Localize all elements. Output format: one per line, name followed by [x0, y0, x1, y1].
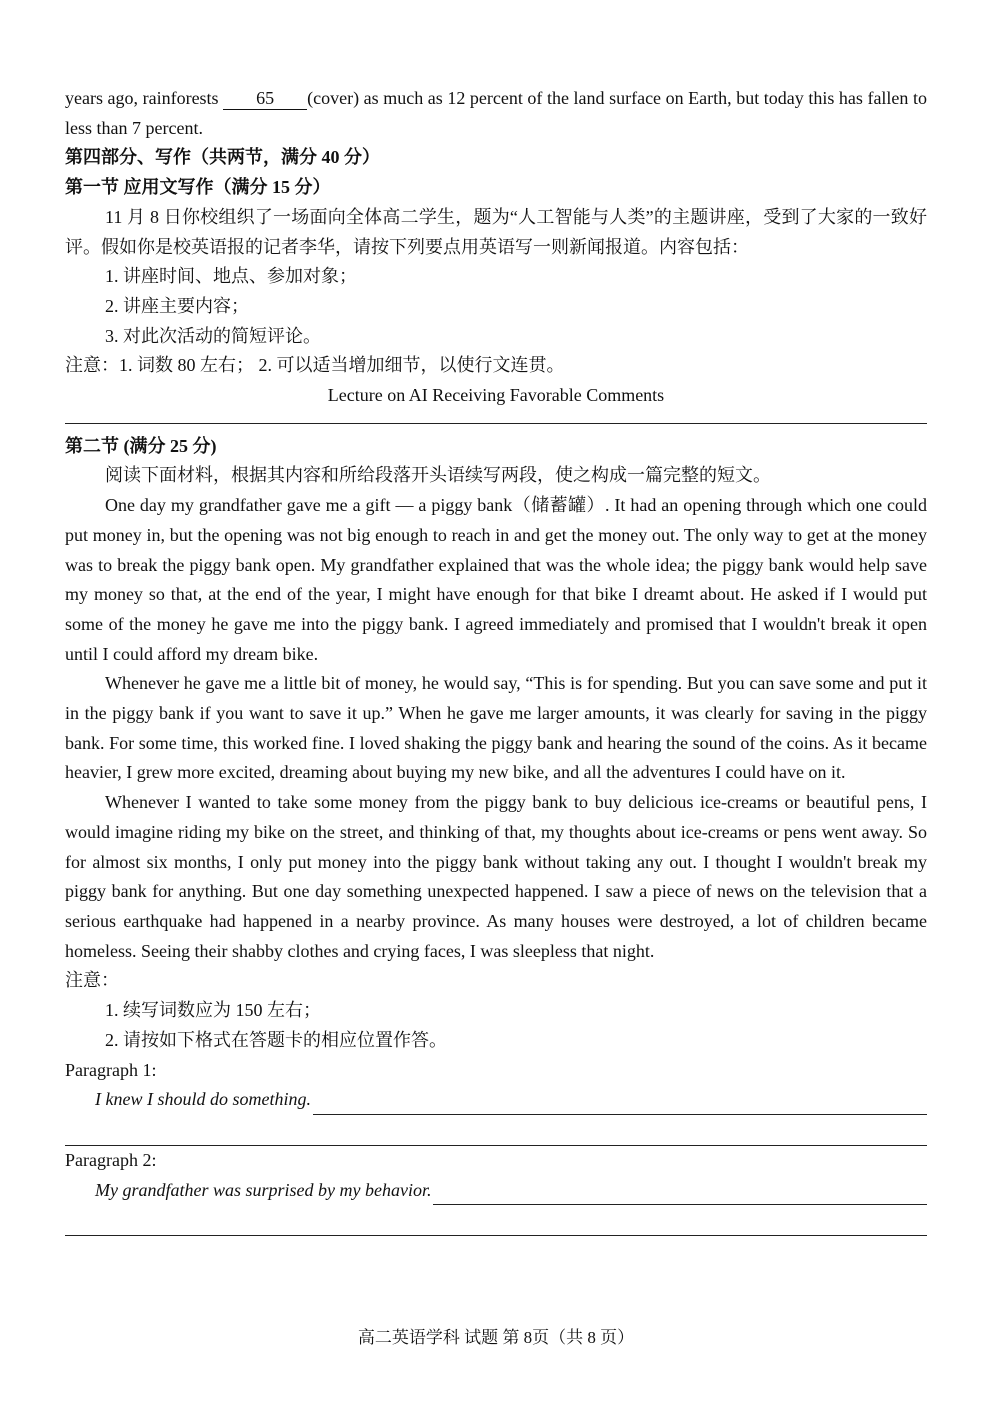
previous-passage-ending	[65, 84, 927, 143]
story-paragraph-2: Whenever he gave me a little bit of money, he would say, “This is for spending. But you can save some and put it in the piggy bank if you want to save it up.” When he gave me larger amounts, it was clearly for saving in the piggy bank. For some time, this worked fine. I loved shaking the piggy bank and hearing the sound of the coins. As it became heavier, I grew more excited, dreaming about buying my new bike, and all the adventures I could have on it.	[65, 673, 927, 783]
paragraph1-answer-line-2	[65, 1115, 927, 1146]
blank-65: 65	[223, 87, 307, 110]
paragraph1-answer-line	[313, 1092, 927, 1115]
paragraph2-label: Paragraph 2:	[65, 1149, 157, 1170]
paragraph1-starter-row	[65, 1085, 927, 1115]
exam-page	[65, 84, 927, 1236]
section1-point-3: 3. 对此次活动的简短评论。	[105, 325, 321, 346]
section1-prompt: 11 月 8 日你校组织了一场面向全体高二学生，题为“人工智能与人类”的主题讲座，受到了大家的一致好评。假如你是校英语报的记者李华，请按下列要点用英语写一则新闻报道。内容包括：	[65, 206, 927, 257]
paragraph1-label: Paragraph 1:	[65, 1059, 157, 1080]
paragraph2-answer-line	[433, 1182, 927, 1205]
section2-instruction: 阅读下面材料，根据其内容和所给段落开头语续写两段，使之构成一篇完整的短文。	[105, 465, 771, 486]
section1-point-2: 2. 讲座主要内容；	[105, 295, 249, 316]
story-paragraph-3: Whenever I wanted to take some money from the piggy bank to buy delicious ice-creams or beautiful pens, I would imagine riding my bike on the street, and thinking of that, my thoughts about ice-creams or pens went away. So for almost six months, I only put money into the piggy bank without taking any out. I thought I wouldn't break my piggy bank for anything. But one day something unexpected happened. I saw a piece of news on the television that a serious earthquake had happened in a nearby province. As many houses were destroyed, a lot of children became homeless. Seeing their shabby clothes and crying faces, I was sleepless that night.	[65, 792, 927, 961]
paragraph2-answer-line-2	[65, 1205, 927, 1236]
section1-heading: 第一节 应用文写作（满分 15 分）	[65, 177, 331, 198]
answer-line	[65, 411, 927, 424]
story-paragraph-1: One day my grandfather gave me a gift — a piggy bank（储蓄罐）. It had an opening through which one could put money in, but the opening was not big enough to reach in and get the money out. The only way to get at the money was to break the piggy bank open. My grandfather explained that was the whole idea; the piggy bank would help save my money so that, at the end of the year, I might have enough for that bike I dreamt about. He asked if I would put some of the money he gave me into the piggy bank. I agreed immediately and promised that I wouldn't break it open until I could afford my dream bike.	[65, 495, 927, 664]
part4-heading: 第四部分、写作（共两节，满分 40 分）	[65, 147, 380, 168]
essay-title: Lecture on AI Receiving Favorable Comments	[327, 385, 665, 406]
paragraph2-starter-row	[65, 1176, 927, 1206]
paragraph2-starter: My grandfather was surprised by my behavior.	[95, 1179, 432, 1200]
section2-note-2: 2. 请按如下格式在答题卡的相应位置作答。	[105, 1029, 447, 1050]
section1-note: 注意：1. 词数 80 左右； 2. 可以适当增加细节，以使行文连贯。	[65, 355, 565, 376]
section2-heading: 第二节 (满分 25 分)	[65, 435, 217, 456]
section2-note-label: 注意：	[65, 970, 119, 991]
passage-text-before-blank: years ago, rainforests	[65, 88, 224, 108]
passage-text-after-blank: (cover) as much as 12 percent of the land surface on Earth, but today this has fallen to less than 7 percent.	[65, 88, 927, 138]
paragraph1-starter: I knew I should do something.	[95, 1089, 311, 1110]
section2-note-1: 1. 续写词数应为 150 左右；	[105, 1000, 321, 1021]
section1-point-1: 1. 讲座时间、地点、参加对象；	[105, 266, 357, 287]
page-footer: 高二英语学科 试题 第 8页（共 8 页）	[357, 1328, 635, 1347]
